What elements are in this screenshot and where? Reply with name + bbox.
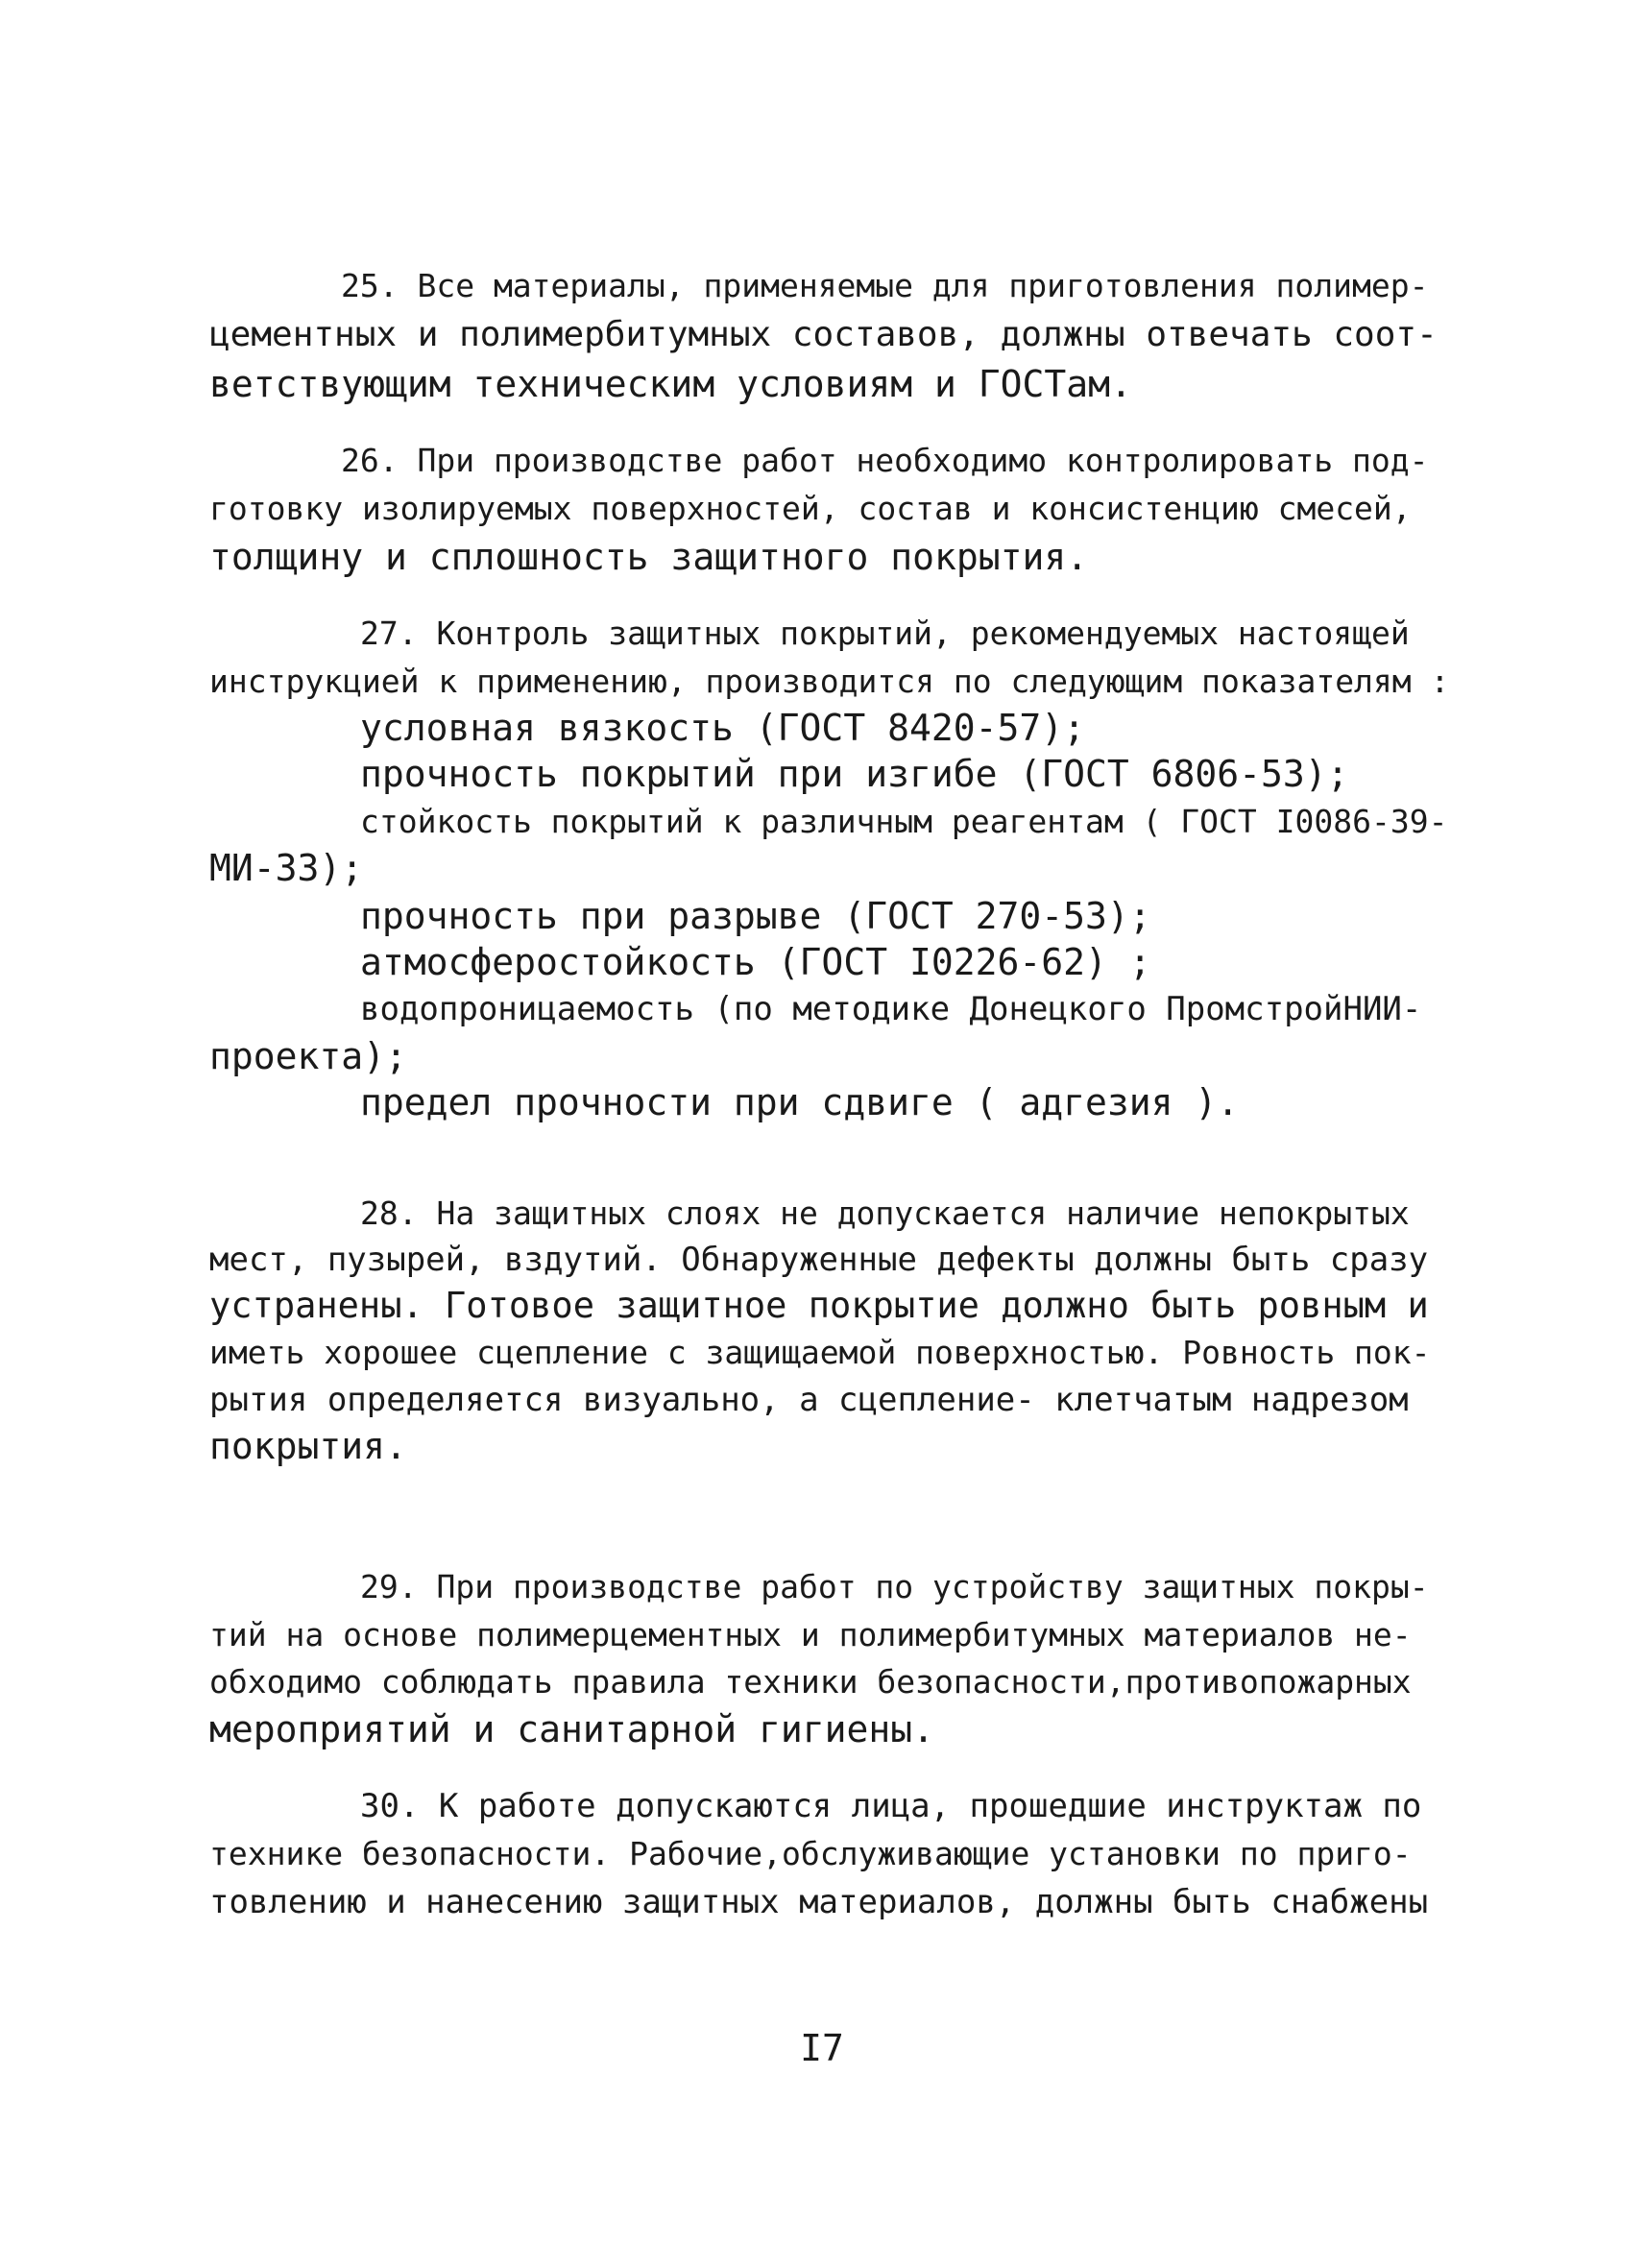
p27-item-bending-strength: прочность покрытий при изгибе (ГОСТ 6806-53); bbox=[360, 753, 1349, 795]
p28-line-4: иметь хорошее сцепление с защищаемой поверхностью. Ровность пок- bbox=[209, 1334, 1431, 1371]
p27-line-1: 27. Контроль защитных покрытий, рекомендуемых настоящей bbox=[360, 615, 1410, 652]
p27-item-water-permeability-cont: проекта); bbox=[209, 1035, 407, 1077]
p27-item-reagent-resistance-cont: МИ-33); bbox=[209, 847, 364, 889]
section-6-heading bbox=[517, 197, 1189, 251]
p28-line-5: рытия определяется визуально, а сцепление- клетчатым надрезом bbox=[209, 1381, 1409, 1419]
p28-line-2: мест, пузырей, вздутий. Обнаруженные дефекты должны быть сразу bbox=[209, 1241, 1429, 1279]
p25-line-3: ветствующим техническим условиям и ГОСТам. bbox=[209, 363, 1132, 405]
p26-line-2: готовку изолируемых поверхностей, состав и консистенцию смесей, bbox=[209, 490, 1412, 527]
p27-item-reagent-resistance: стойкость покрытий к различным реагентам ( ГОСТ I0086-39- bbox=[360, 803, 1448, 840]
p27-item-viscosity: условная вязкость (ГОСТ 8420-57); bbox=[360, 707, 1085, 749]
p29-line-1: 29. При производстве работ по устройству защитных покры- bbox=[360, 1568, 1429, 1605]
p29-line-3: обходимо соблюдать правила техники безопасности,противопожарных bbox=[209, 1663, 1412, 1701]
p28-line-3: устранены. Готовое защитное покрытие должно быть ровным и bbox=[209, 1285, 1429, 1326]
section-7-heading bbox=[517, 1490, 1189, 1544]
p27-item-shear-strength: предел прочности при сдвиге ( адгезия ). bbox=[360, 1081, 1240, 1123]
p26-line-1: 26. При производстве работ необходимо контролировать под- bbox=[341, 442, 1429, 479]
p25-line-1: 25. Все материалы, применяемые для приготовления полимер- bbox=[341, 267, 1429, 304]
p30-line-2: технике безопасности. Рабочие,обслуживающие установки по приго- bbox=[209, 1835, 1412, 1872]
p27-item-weather-resistance: атмосферостойкость (ГОСТ I0226-62) ; bbox=[360, 941, 1151, 983]
p30-line-3: товлению и нанесению защитных материалов, должны быть снабжены bbox=[209, 1883, 1429, 1921]
p28-line-1: 28. На защитных слоях не допускается наличие непокрытых bbox=[360, 1194, 1410, 1232]
p26-line-3: толщину и сплошность защитного покрытия. bbox=[209, 536, 1089, 578]
p29-line-2: тий на основе полимерцементных и полимербитумных материалов не- bbox=[209, 1616, 1412, 1653]
p27-item-tensile-strength: прочность при разрыве (ГОСТ 270-53); bbox=[360, 895, 1151, 937]
p29-line-4: мероприятий и санитарной гигиены. bbox=[209, 1708, 934, 1750]
page-number: I7 bbox=[800, 2027, 844, 2069]
p30-line-1: 30. К работе допускаются лица, прошедшие инструктаж по bbox=[360, 1787, 1422, 1825]
p28-line-6: покрытия. bbox=[209, 1425, 407, 1467]
p27-line-2: инструкцией к применению, производится по следующим показателям : bbox=[209, 663, 1450, 700]
p27-item-water-permeability: водопроницаемость (по методике Донецкого ПромстройНИИ- bbox=[360, 990, 1422, 1028]
p25-line-2: цементных и полимербитумных составов, должны отвечать соот- bbox=[209, 315, 1438, 354]
